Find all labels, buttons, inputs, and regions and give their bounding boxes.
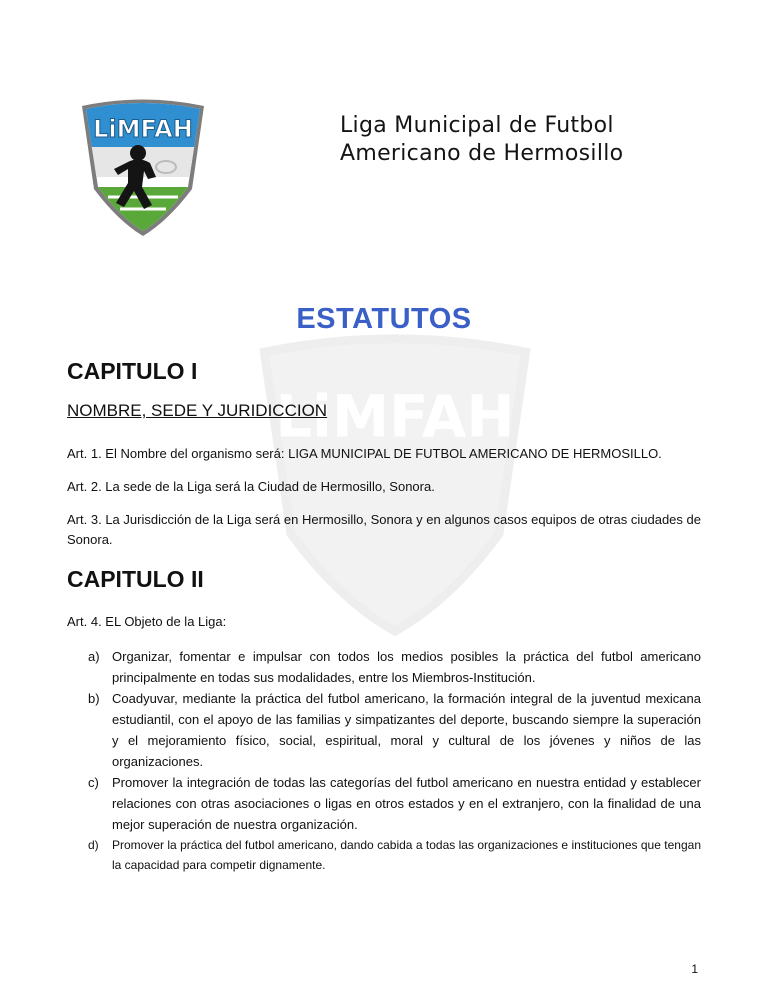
limfah-logo (78, 97, 208, 237)
organization-name (340, 112, 623, 168)
document-title: ESTATUTOS (296, 303, 472, 335)
objectives-list (67, 646, 701, 875)
list-item (67, 646, 701, 688)
page-number: 1 (691, 962, 698, 976)
article-3: Art. 3. La Jurisdicción de la Liga será en Hermosillo, Sonora y en algunos casos equipos de otras ciudades de Sonora. (67, 512, 701, 547)
svg-text:LiMFAH: LiMFAH (275, 383, 515, 451)
list-item (67, 835, 701, 875)
list-marker: a) (88, 649, 100, 664)
list-item-text: Promover la integración de todas las categorías del futbol americano en nuestra entidad y establecer relaciones con otras asociaciones o ligas en otros estados y en el extranjero, con la finalidad de una mejor superación de nuestra organización. (112, 775, 701, 832)
organization-name-line1: Liga Municipal de Futbol (340, 113, 614, 138)
organization-name-line2: Americano de Hermosillo (340, 141, 624, 166)
section-title-name-seat-jurisdiction: NOMBRE, SEDE Y JURIDICCION (67, 401, 328, 420)
list-marker: b) (88, 691, 100, 706)
list-item-text: Coadyuvar, mediante la práctica del futbol americano, la formación integral de la juventud mexicana estudiantil, con el apoyo de las familias y simpatizantes del deporte, buscando siempre la superación y el mejoramiento físico, social, espiritual, moral y cultural de los jóvenes y niños de las organizaciones. (112, 691, 701, 769)
svg-text:LiMFAH: LiMFAH (93, 115, 193, 143)
article-2: Art. 2. La sede de la Liga será la Ciudad de Hermosillo, Sonora. (67, 479, 435, 494)
list-item-text: Organizar, fomentar e impulsar con todos los medios posibles la práctica del futbol americano principalmente en todas sus modalidades, entre los Miembros-Institución. (112, 649, 701, 685)
article-4: Art. 4. EL Objeto de la Liga: (67, 614, 227, 629)
chapter-1-heading: CAPITULO I (67, 358, 198, 384)
list-item (67, 772, 701, 835)
article-1: Art. 1. El Nombre del organismo será: LIGA MUNICIPAL DE FUTBOL AMERICANO DE HERMOSILLO. (67, 446, 662, 461)
list-marker: d) (88, 838, 99, 852)
list-item (67, 688, 701, 772)
list-marker: c) (88, 775, 99, 790)
list-item-text: Promover la práctica del futbol americano, dando cabida a todas las organizaciones e instituciones que tengan la capacidad para competir dignamente. (112, 838, 701, 872)
chapter-2-heading: CAPITULO II (67, 566, 204, 592)
